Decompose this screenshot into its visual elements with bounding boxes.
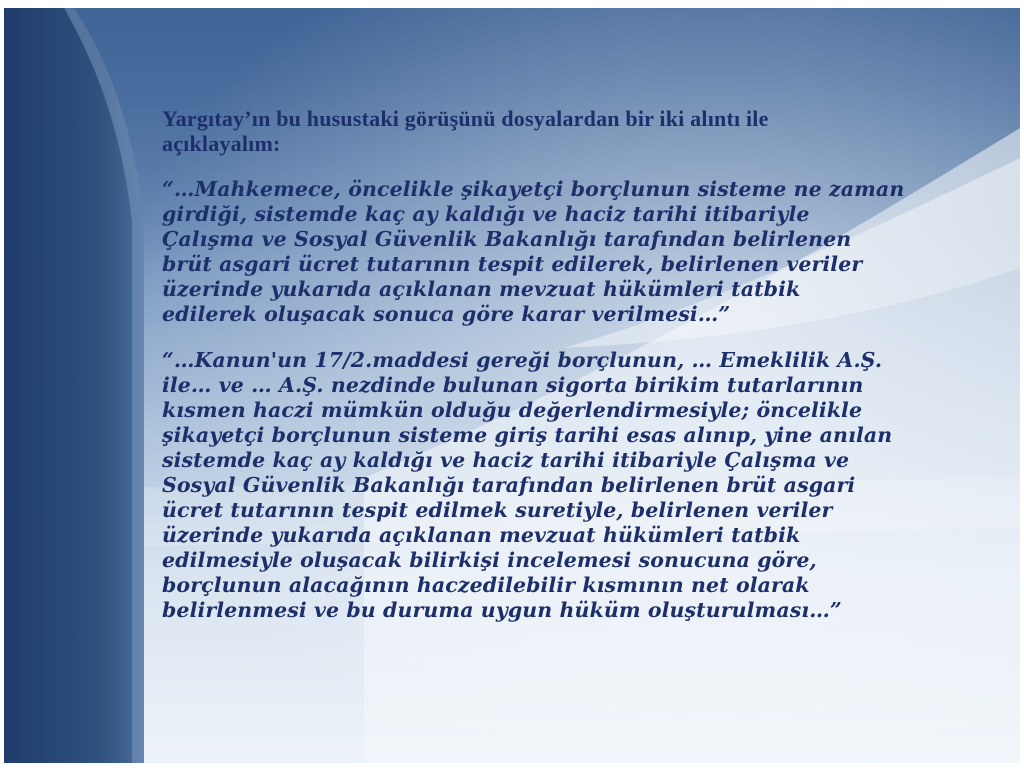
quote-paragraph-2: “…Kanun'un 17/2.maddesi gereği borçlunun, … Emeklilik A.Ş. ile… ve … A.Ş. nezdinde bulunan sigorta birikim tutarlarının kısmen haczi mümkün olduğu değerlendirmesiyle; öncelikle şikayetçi borçlunun sisteme giriş tarihi esas alınıp, yine anılan sistemde kaç ay kaldığı ve haciz tarihi itibariyle Çalışma ve Sosyal Güvenlik Bakanlığı tarafından belirlenen brüt asgari ücret tutarının tespit edilmek suretiyle, belirlenen veriler üzerinde yukarıda açıklanan mevzuat hükümleri tatbik edilmesiyle oluşacak bilirkişi incelemesi sonucuna göre, borçlunun alacağının haczedilebilir kısmının net olarak belirlenmesi ve bu duruma uygun hüküm oluşturulması…” xyxy=(162,348,893,622)
quote-content xyxy=(162,106,1002,644)
quote-paragraph-1: “…Mahkemece, öncelikle şikayetçi borçlunun sisteme ne zaman girdiği, sistemde kaç ay kaldığı ve haciz tarihi itibariyle Çalışma ve Sosyal Güvenlik Bakanlığı tarafından belirlenen brüt asgari ücret tutarının tespit edilerek, belirlenen veriler üzerinde yukarıda açıklanan mevzuat hükümleri tatbik edilerek oluşacak sonuca göre karar verilmesi…” xyxy=(162,177,905,326)
intro-paragraph: Yargıtay’ın bu husustaki görüşünü dosyalardan bir iki alıntı ile açıklayalım: xyxy=(162,106,769,156)
slide xyxy=(4,8,1020,763)
